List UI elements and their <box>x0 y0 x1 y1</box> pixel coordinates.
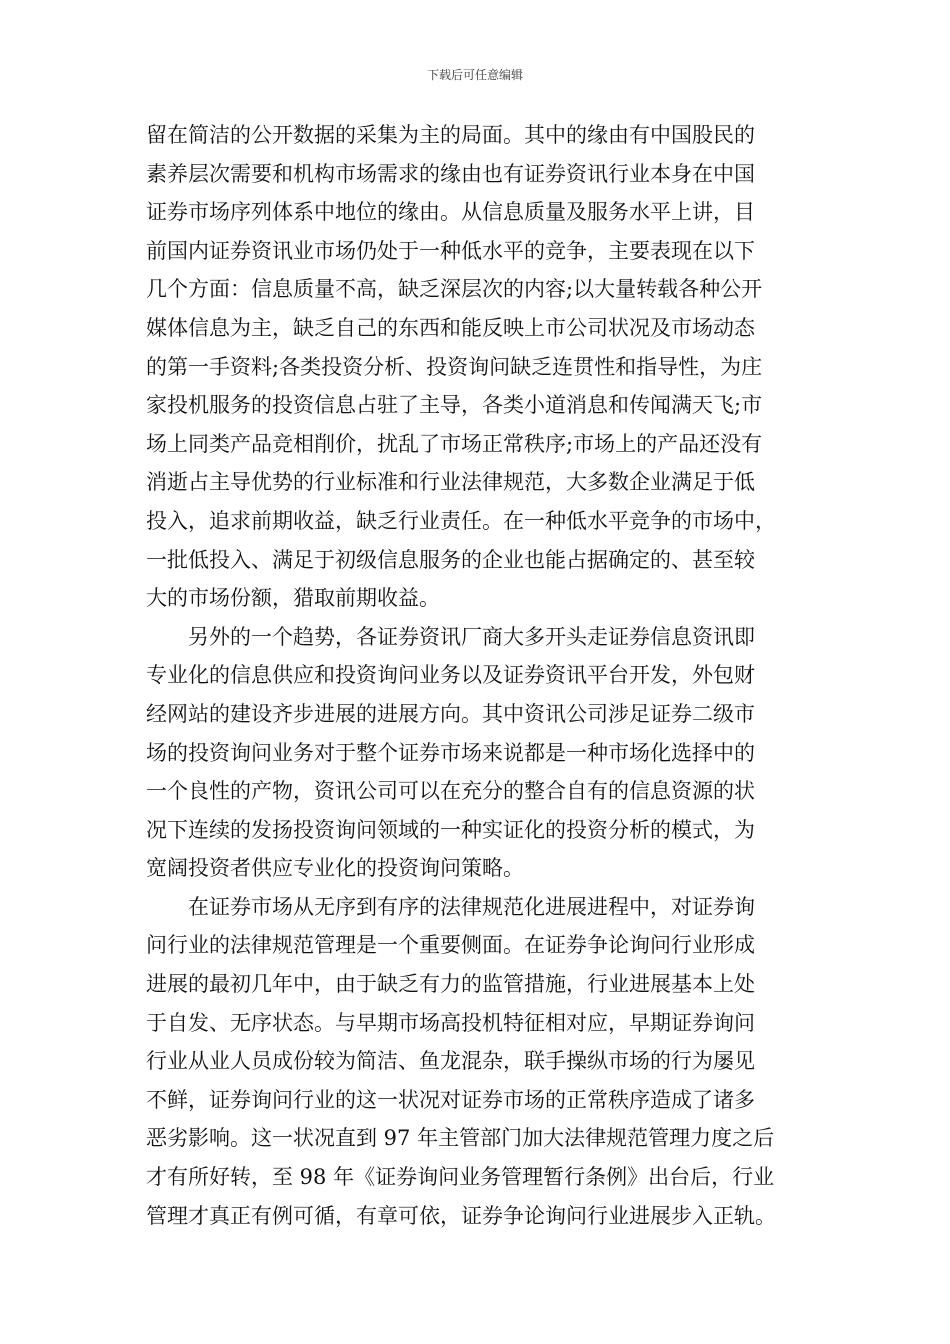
text-line: 留在简洁的公开数据的采集为主的局面。其中的缘由有中国股民的 <box>146 123 755 147</box>
text-line: 恶劣影响。这一状况直到 97 年主管部门加大法律规范管理力度之后 <box>146 1126 775 1151</box>
text-line: 证券市场序列体系中地位的缘由。从信息质量及服务水平上讲，目 <box>146 200 755 225</box>
text-line: 几个方面：信息质量不高，缺乏深层次的内容;以大量转载各种公开 <box>146 277 763 302</box>
text-line: 才有所好转，至 98 年《证券询问业务管理暂行条例》出台后，行业 <box>146 1165 775 1190</box>
text-line: 媒体信息为主，缺乏自己的东西和能反映上市公司状况及市场动态 <box>146 315 755 340</box>
paragraph-3 <box>146 888 826 1235</box>
text-line: 经网站的建设齐步进展的进展方向。其中资讯公司涉足证券二级市 <box>146 701 755 726</box>
text-line: 消逝占主导优势的行业标准和行业法律规范，大多数企业满足于低 <box>146 470 755 495</box>
text-line: 进展的最初几年中，由于缺乏有力的监管措施，行业进展基本上处 <box>146 972 755 997</box>
text-line: 管理才真正有例可循，有章可依，证券争论询问行业进展步入正轨。 <box>146 1203 776 1228</box>
paragraph-1 <box>146 116 826 618</box>
text-line: 行业从业人员成份较为简洁、鱼龙混杂，联手操纵市场的行为屡见 <box>146 1049 755 1074</box>
text-line: 一批低投入、满足于初级信息服务的企业也能占据确定的、甚至较 <box>146 547 755 572</box>
text-line: 专业化的信息供应和投资询问业务以及证券资讯平台开发，外包财 <box>146 663 755 688</box>
text-line: 素养层次需要和机构市场需求的缘由也有证券资讯行业本身在中国 <box>146 161 755 186</box>
text-line: 不鲜，证券询问行业的这一状况对证券市场的正常秩序造成了诸多 <box>146 1087 755 1112</box>
text-line: 一个良性的产物，资讯公司可以在充分的整合自有的信息资源的状 <box>146 779 755 804</box>
text-line: 家投机服务的投资信息占驻了主导，各类小道消息和传闻满天飞;市 <box>146 393 763 418</box>
paragraph-2 <box>146 618 826 888</box>
text-line: 投入，追求前期收益，缺乏行业责任。在一种低水平竞争的市场中， <box>146 508 776 533</box>
text-line: 的第一手资料;各类投资分析、投资询问缺乏连贯性和指导性，为庄 <box>146 354 763 379</box>
text-line: 另外的一个趋势，各证券资讯厂商大多开头走证券信息资讯即 <box>188 624 755 649</box>
text-line: 前国内证券资讯业市场仍处于一种低水平的竞争，主要表现在以下 <box>146 238 755 263</box>
text-line: 宽阔投资者供应专业化的投资询问策略。 <box>146 856 524 881</box>
text-line: 场上同类产品竞相削价，扰乱了市场正常秩序;市场上的产品还没有 <box>146 431 763 456</box>
text-line: 场的投资询问业务对于整个证券市场来说都是一种市场化选择中的 <box>146 740 755 765</box>
text-line: 况下连续的发扬投资询问领域的一种实证化的投资分析的模式，为 <box>146 817 755 842</box>
document-body <box>146 116 826 1235</box>
text-line: 于自发、无序状态。与早期市场高投机特征相对应，早期证券询问 <box>146 1010 755 1035</box>
text-line: 在证券市场从无序到有序的法律规范化进展进程中，对证券询 <box>188 894 755 919</box>
page-header: 下载后可任意编辑 <box>426 68 523 82</box>
text-line: 大的市场份额，猎取前期收益。 <box>146 586 440 611</box>
text-line: 问行业的法律规范管理是一个重要侧面。在证券争论询问行业形成 <box>146 933 755 958</box>
